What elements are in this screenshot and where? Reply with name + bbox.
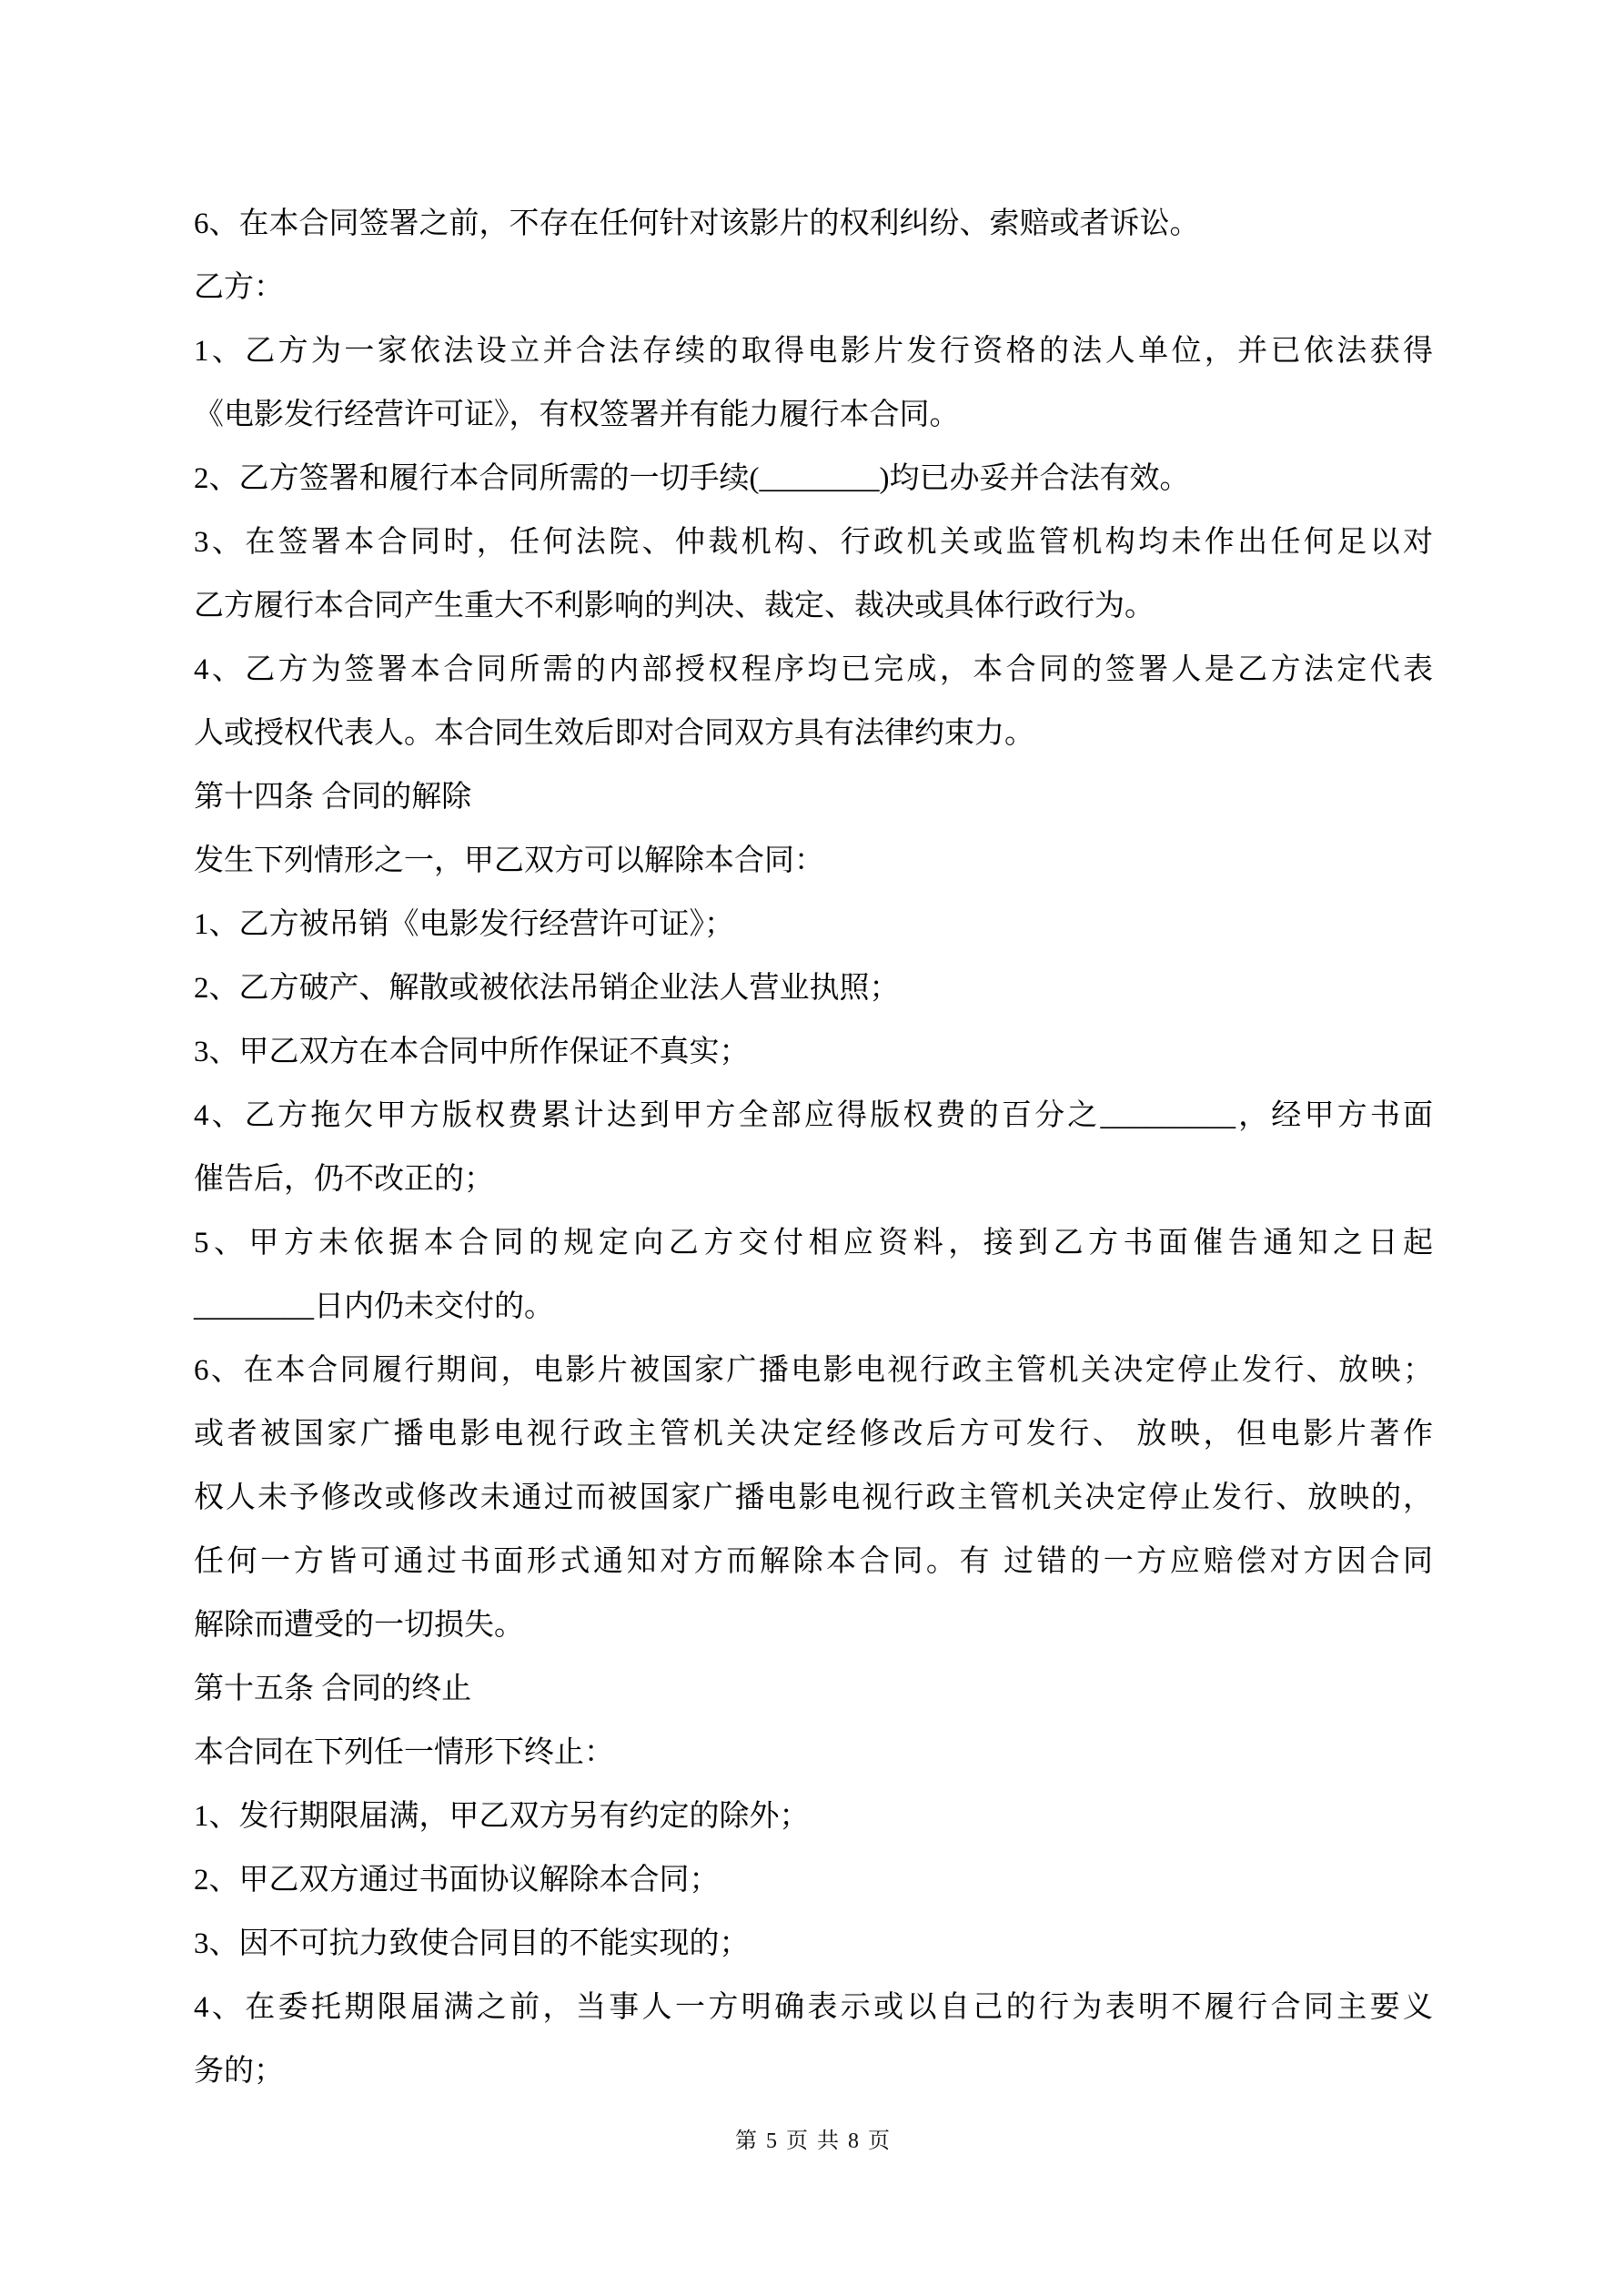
text-line: 1、乙方被吊销《电影发行经营许可证》； — [194, 908, 734, 941]
text-line: 1、乙方为一家依法设立并合法存续的取得电影片发行资格的法人单位，并已依法获得 — [194, 335, 1433, 368]
text-line: 催告后，仍不改正的； — [194, 1163, 494, 1196]
text-line: 2、乙方签署和履行本合同所需的一切手续(________)均已办妥并合法有效。 — [194, 462, 1190, 495]
text-line: 乙方： — [194, 271, 284, 304]
text-line: 权人未予修改或修改未通过而被国家广播电影电视行政主管机关决定停止发行、放映的， — [194, 1482, 1433, 1514]
text-line: 6、在本合同签署之前，不存在任何针对该影片的权利纠纷、索赔或者诉讼。 — [194, 207, 1200, 240]
text-line: 6、在本合同履行期间，电影片被国家广播电影电视行政主管机关决定停止发行、放映； — [194, 1354, 1433, 1387]
text-line: 2、乙方破产、解散或被依法吊销企业法人营业执照； — [194, 972, 900, 1005]
text-line: 2、甲乙双方通过书面协议解除本合同； — [194, 1864, 720, 1896]
text-line: 4、乙方为签署本合同所需的内部授权程序均已完成，本合同的签署人是乙方法定代表 — [194, 653, 1433, 686]
text-line: 3、在签署本合同时，任何法院、仲裁机构、行政机关或监管机构均未作出任何足以对 — [194, 526, 1433, 559]
text-line: 或者被国家广播电影电视行政主管机关决定经修改后方可发行、 放映，但电影片著作 — [194, 1418, 1433, 1451]
text-line: 第十五条 合同的终止 — [194, 1673, 472, 1705]
text-line: 乙方履行本合同产生重大不利影响的判决、裁定、裁决或具体行政行为。 — [194, 590, 1155, 622]
text-line: 任何一方皆可通过书面形式通知对方而解除本合同。有 过错的一方应赔偿对方因合同 — [194, 1545, 1433, 1578]
text-line: 1、发行期限届满，甲乙双方另有约定的除外； — [194, 1800, 810, 1833]
text-line: 3、因不可抗力致使合同目的不能实现的； — [194, 1927, 750, 1960]
text-line: 4、在委托期限届满之前，当事人一方明确表示或以自己的行为表明不履行合同主要义 — [194, 1991, 1433, 2024]
text-line: 《电影发行经营许可证》，有权签署并有能力履行本合同。 — [194, 399, 960, 431]
text-line: 发生下列情形之一，甲乙双方可以解除本合同： — [194, 845, 824, 877]
document-body — [194, 192, 1433, 2103]
text-line: ________日内仍未交付的。 — [194, 1290, 554, 1323]
footer-holder — [194, 2103, 1433, 2159]
text-line: 3、甲乙双方在本合同中所作保证不真实； — [194, 1036, 750, 1068]
text-line: 本合同在下列任一情形下终止： — [194, 1736, 614, 1769]
text-line: 5、甲方未依据本合同的规定向乙方交付相应资料，接到乙方书面催告通知之日起 — [194, 1227, 1433, 1259]
page-number-footer: 第 5 页 共 8 页 — [735, 2129, 892, 2153]
text-line: 4、乙方拖欠甲方版权费累计达到甲方全部应得版权费的百分之_________，经甲方书面 — [194, 1099, 1433, 1132]
text-line: 人或授权代表人。本合同生效后即对合同双方具有法律约束力。 — [194, 717, 1034, 750]
text-line: 第十四条 合同的解除 — [194, 781, 472, 814]
text-line: 解除而遭受的一切损失。 — [194, 1609, 524, 1642]
text-line: 务的； — [194, 2055, 284, 2088]
